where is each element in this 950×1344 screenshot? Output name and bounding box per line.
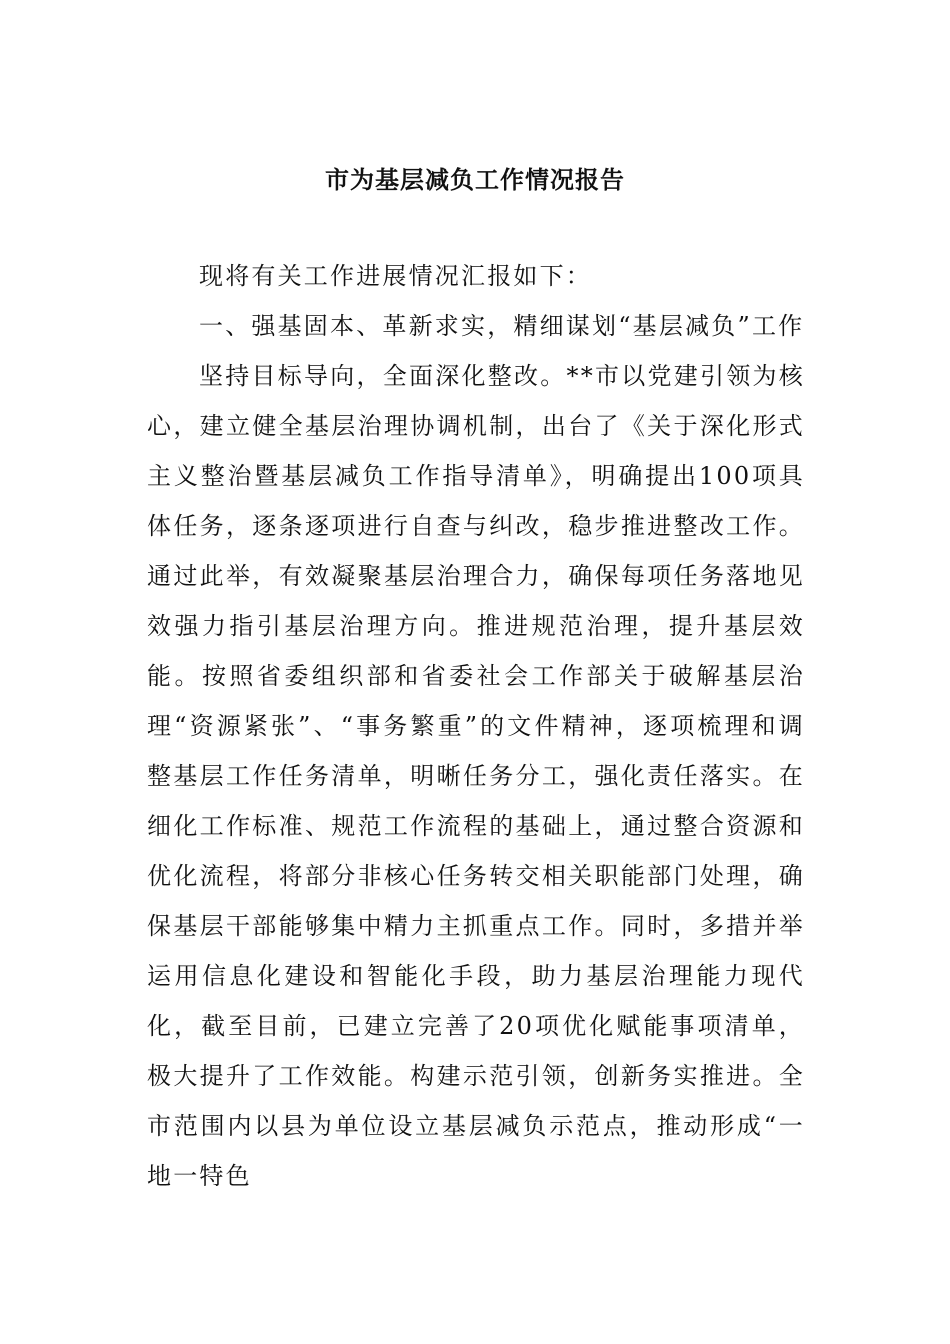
body-paragraph: 坚持目标导向，全面深化整改。**市以党建引领为核心，建立健全基层治理协调机制，出台了《关于深化形式主义整治暨基层减负工作指导清单》，明确提出100项具体任务，逐条逐项进行自查与纠改，稳步推进整改工作。通过此举，有效凝聚基层治理合力，确保每项任务落地见效强力指引基层治理方向。推进规范治理，提升基层效能。按照省委组织部和省委社会工作部关于破解基层治理“资源紧张”、“事务繁重”的文件精神，逐项梳理和调整基层工作任务清单，明晰任务分工，强化责任落实。在细化工作标准、规范工作流程的基础上，通过整合资源和优化流程，将部分非核心任务转交相关职能部门处理，确保基层干部能够集中精力主抓重点工作。同时，多措并举运用信息化建设和智能化手段，助力基层治理能力现代化，截至目前，已建立完善了20项优化赋能事项清单，极大提升了工作效能。构建示范引领，创新务实推进。全市范围内以县为单位设立基层减负示范点，推动形成“一地一特色 [147,362,805,1190]
section-heading-1: 一、强基固本、革新求实，精细谋划“基层减负”工作 [199,312,805,340]
intro-paragraph: 现将有关工作进展情况汇报如下： [199,262,592,290]
document-title: 市为基层减负工作情况报告 [325,165,625,194]
document-body [147,251,805,1201]
